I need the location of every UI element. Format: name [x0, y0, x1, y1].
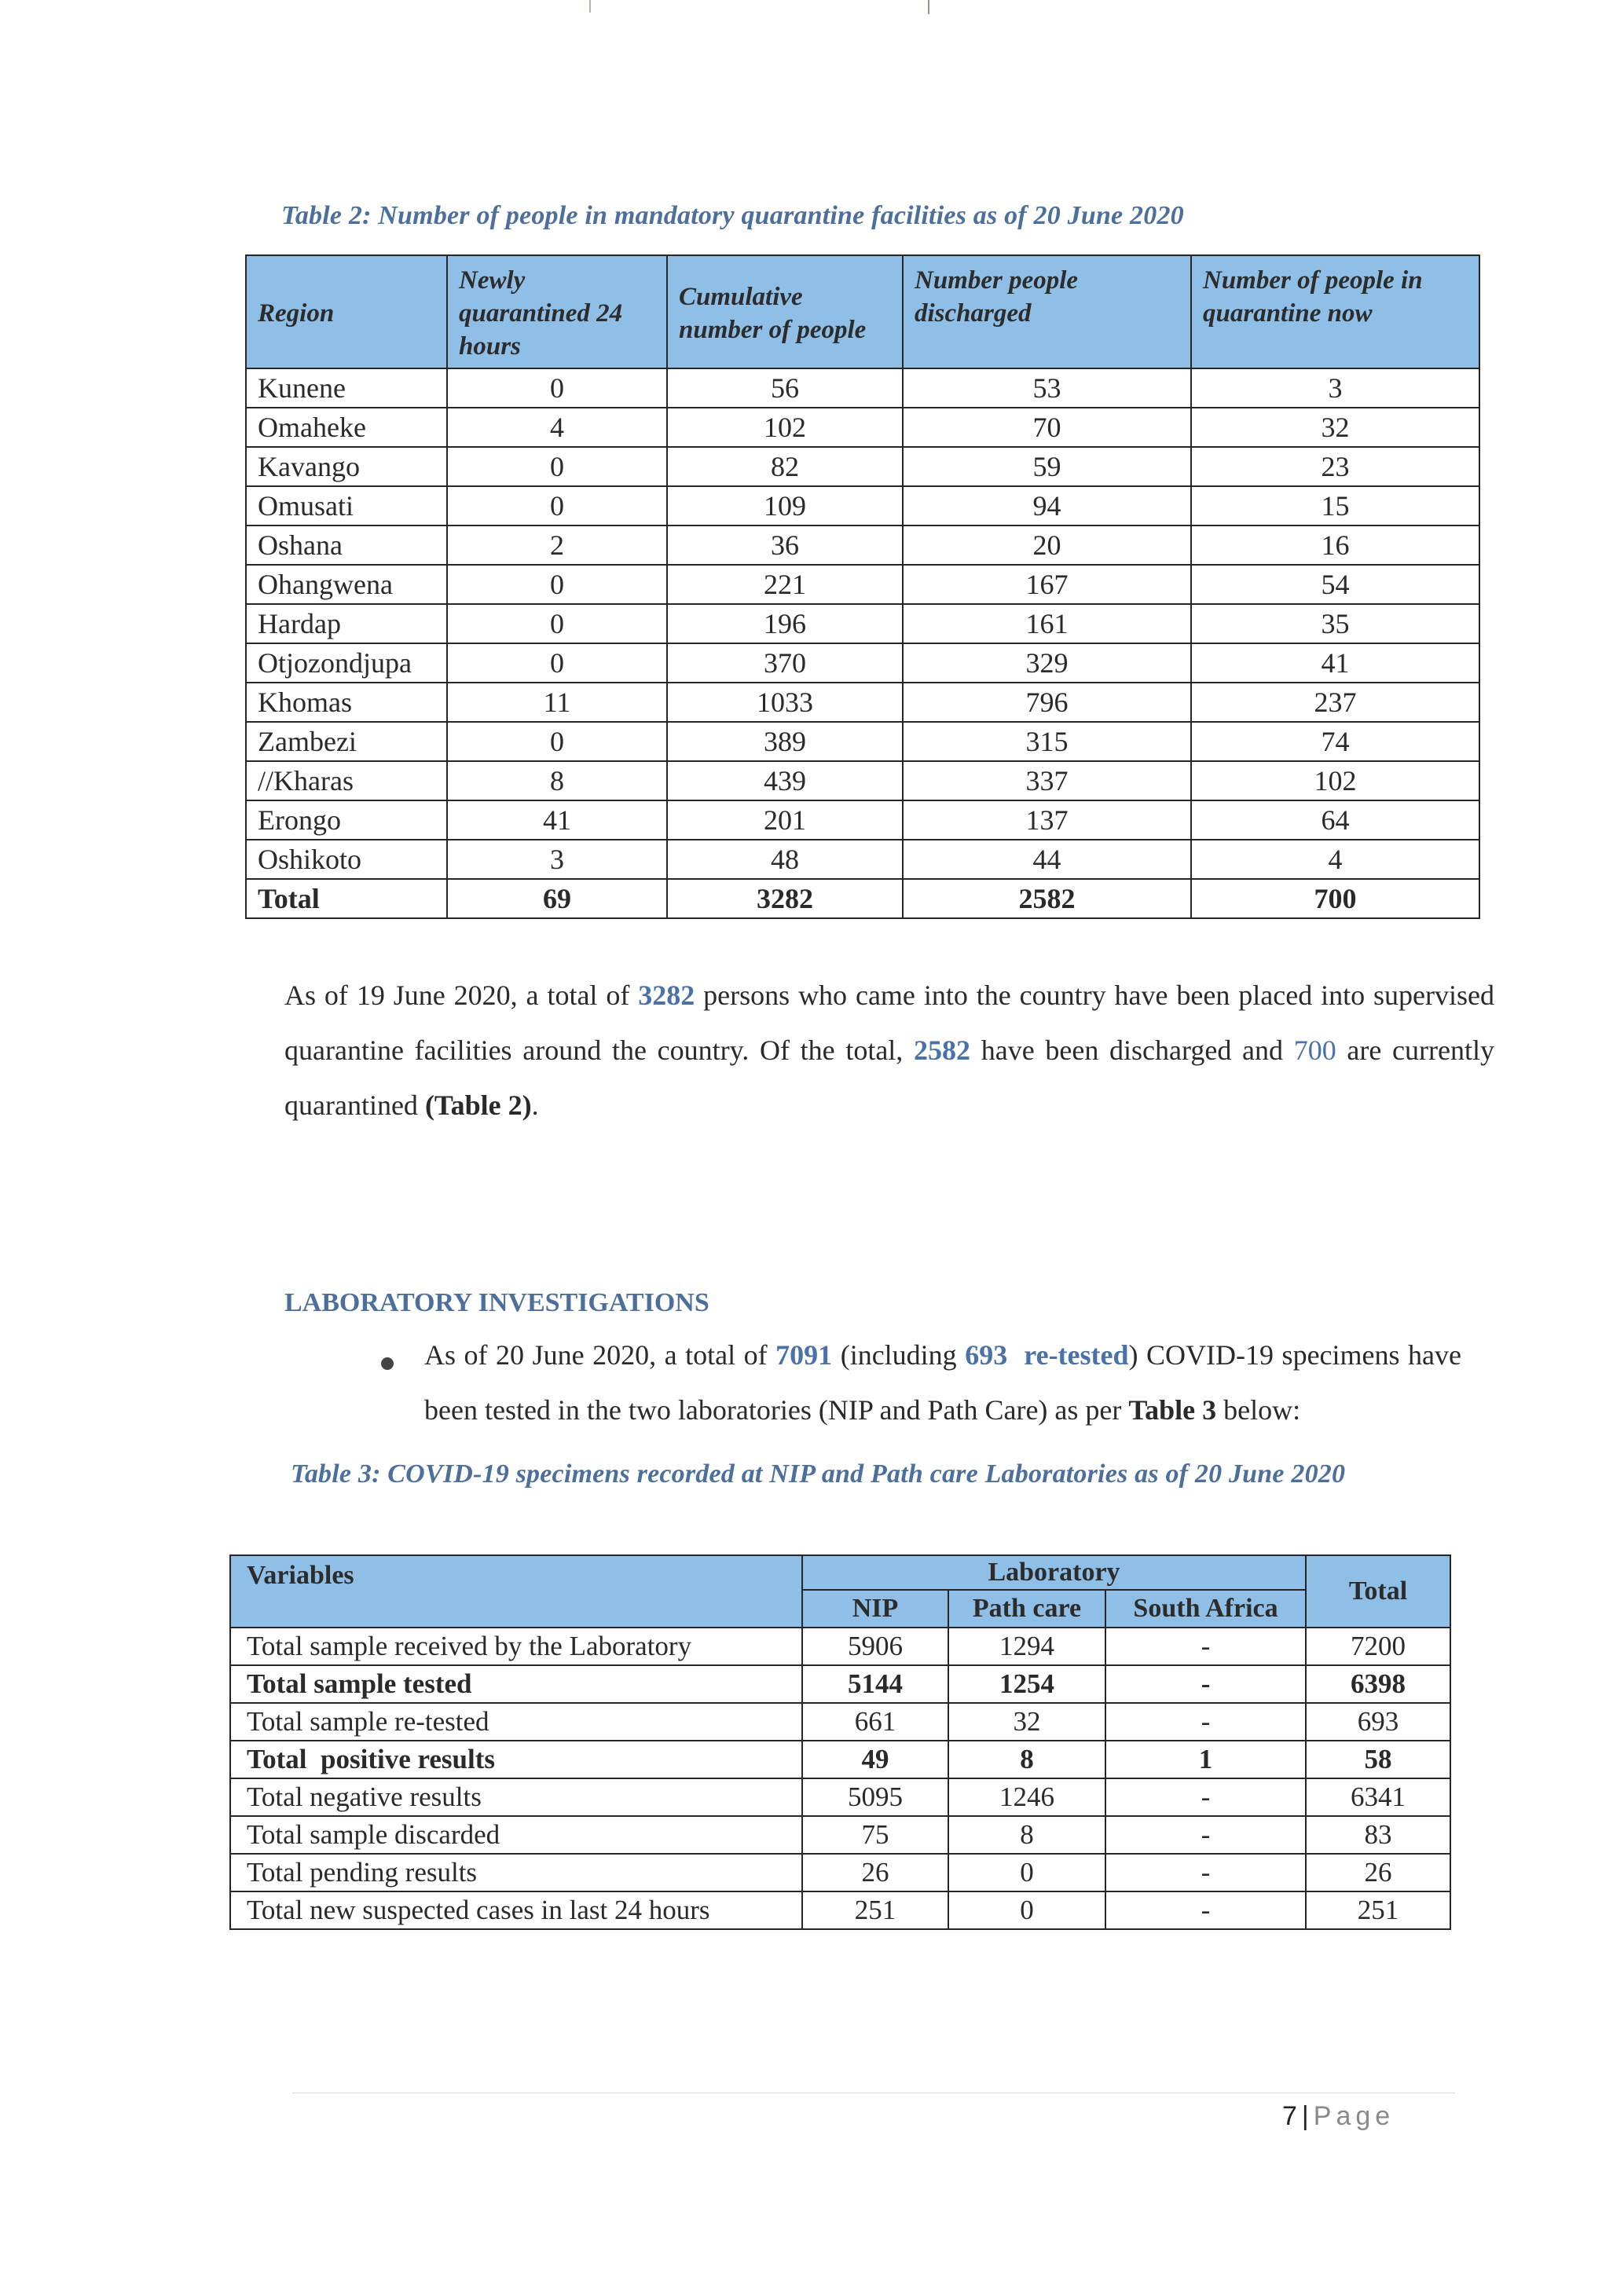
- total-cumulative: 3282: [667, 879, 903, 918]
- now-cell: 35: [1191, 604, 1479, 643]
- region-cell: Omaheke: [246, 408, 447, 447]
- total-cell: 6341: [1306, 1778, 1450, 1816]
- variable-cell: Total sample discarded: [230, 1816, 802, 1854]
- total-cell: 58: [1306, 1741, 1450, 1778]
- text: persons who came into the country have been placed into supervised quarantine facilities around the country. Of the total,: [284, 980, 1494, 1066]
- newly-cell: 0: [447, 604, 667, 643]
- region-cell: Erongo: [246, 800, 447, 840]
- total-cell: 251: [1306, 1891, 1450, 1929]
- path-care-cell: 1294: [948, 1628, 1105, 1665]
- total-label: Total: [246, 879, 447, 918]
- section-heading: LABORATORY INVESTIGATIONS: [284, 1288, 709, 1317]
- laboratory-table: [229, 1554, 1451, 1930]
- cumulative-cell: 82: [667, 447, 903, 486]
- region-cell: //Kharas: [246, 761, 447, 800]
- cumulative-cell: 196: [667, 604, 903, 643]
- header-region: Region: [246, 255, 447, 368]
- quarantined-highlight: 700: [1293, 1034, 1336, 1066]
- now-cell: 3: [1191, 368, 1479, 408]
- cumulative-cell: 370: [667, 643, 903, 683]
- discharged-cell: 337: [903, 761, 1191, 800]
- table-row: [230, 1891, 1450, 1929]
- total-now: 700: [1191, 879, 1479, 918]
- newly-cell: 41: [447, 800, 667, 840]
- variable-cell: Total positive results: [230, 1741, 802, 1778]
- nip-cell: 5095: [802, 1778, 948, 1816]
- region-cell: Ohangwena: [246, 565, 447, 604]
- newly-cell: 4: [447, 408, 667, 447]
- page-label: Page: [1313, 2101, 1395, 2131]
- variable-cell: Total negative results: [230, 1778, 802, 1816]
- table-row: [246, 447, 1479, 486]
- table-row: [230, 1854, 1450, 1891]
- table-row: [246, 525, 1479, 565]
- region-cell: Zambezi: [246, 722, 447, 761]
- now-cell: 23: [1191, 447, 1479, 486]
- south-africa-cell: 1: [1105, 1741, 1306, 1778]
- text: have been discharged and: [970, 1034, 1294, 1066]
- discharged-cell: 44: [903, 840, 1191, 879]
- total-cell: 7200: [1306, 1628, 1450, 1665]
- nip-cell: 5144: [802, 1665, 948, 1703]
- newly-cell: 0: [447, 722, 667, 761]
- newly-cell: 0: [447, 486, 667, 525]
- quarantine-summary-paragraph: [284, 968, 1494, 1133]
- table-row: [230, 1703, 1450, 1741]
- now-cell: 16: [1191, 525, 1479, 565]
- total-row: [246, 879, 1479, 918]
- footer-separator: |: [1301, 2101, 1309, 2131]
- region-cell: Omusati: [246, 486, 447, 525]
- nip-cell: 5906: [802, 1628, 948, 1665]
- nip-cell: 49: [802, 1741, 948, 1778]
- region-cell: Otjozondjupa: [246, 643, 447, 683]
- table-row: [230, 1741, 1450, 1778]
- cumulative-cell: 221: [667, 565, 903, 604]
- newly-cell: 0: [447, 643, 667, 683]
- header-south-africa: South Africa: [1105, 1590, 1306, 1628]
- region-cell: Oshana: [246, 525, 447, 565]
- now-cell: 4: [1191, 840, 1479, 879]
- newly-cell: 0: [447, 368, 667, 408]
- header-nip: NIP: [802, 1590, 948, 1628]
- south-africa-cell: -: [1105, 1891, 1306, 1929]
- table-row: [246, 604, 1479, 643]
- header-discharged: Number people discharged: [903, 255, 1191, 368]
- discharged-highlight: 2582: [914, 1034, 971, 1066]
- now-cell: 54: [1191, 565, 1479, 604]
- path-care-cell: 8: [948, 1741, 1105, 1778]
- header-total: Total: [1306, 1555, 1450, 1628]
- now-cell: 237: [1191, 683, 1479, 722]
- region-cell: Oshikoto: [246, 840, 447, 879]
- discharged-cell: 20: [903, 525, 1191, 565]
- cumulative-cell: 201: [667, 800, 903, 840]
- south-africa-cell: -: [1105, 1628, 1306, 1665]
- table3-caption: Table 3: COVID-19 specimens recorded at NIP and Path care Laboratories as of 20 June 2020: [291, 1459, 1346, 1489]
- variable-cell: Total sample re-tested: [230, 1703, 802, 1741]
- region-cell: Hardap: [246, 604, 447, 643]
- total-newly: 69: [447, 879, 667, 918]
- variable-cell: Total new suspected cases in last 24 hours: [230, 1891, 802, 1929]
- total-discharged: 2582: [903, 879, 1191, 918]
- region-cell: Khomas: [246, 683, 447, 722]
- cumulative-cell: 109: [667, 486, 903, 525]
- variable-cell: Total sample tested: [230, 1665, 802, 1703]
- text: .: [531, 1089, 539, 1121]
- now-cell: 74: [1191, 722, 1479, 761]
- table-row: [246, 722, 1479, 761]
- table-row: [230, 1778, 1450, 1816]
- discharged-cell: 796: [903, 683, 1191, 722]
- discharged-cell: 94: [903, 486, 1191, 525]
- text: ) COVID-19 specimens have been tested in the two laboratories (NIP and Path Care) as per: [424, 1339, 1462, 1426]
- discharged-cell: 70: [903, 408, 1191, 447]
- newly-cell: 11: [447, 683, 667, 722]
- text: are currently quarantined: [284, 1034, 1494, 1121]
- south-africa-cell: -: [1105, 1778, 1306, 1816]
- now-cell: 41: [1191, 643, 1479, 683]
- table-row: [246, 840, 1479, 879]
- newly-cell: 0: [447, 565, 667, 604]
- total-cell: 693: [1306, 1703, 1450, 1741]
- nip-cell: 661: [802, 1703, 948, 1741]
- path-care-cell: 1254: [948, 1665, 1105, 1703]
- discharged-cell: 59: [903, 447, 1191, 486]
- now-cell: 32: [1191, 408, 1479, 447]
- path-care-cell: 8: [948, 1816, 1105, 1854]
- table-row: [246, 683, 1479, 722]
- header-newly-quarantined: Newly quarantined 24 hours: [447, 255, 667, 368]
- total-cell: 26: [1306, 1854, 1450, 1891]
- table-row: [230, 1628, 1450, 1665]
- lab-summary-bullet: [424, 1327, 1461, 1437]
- table-row: [246, 408, 1479, 447]
- discharged-cell: 137: [903, 800, 1191, 840]
- path-care-cell: 0: [948, 1854, 1105, 1891]
- cumulative-highlight: 3282: [638, 980, 695, 1011]
- nip-cell: 251: [802, 1891, 948, 1929]
- page-footer: [1282, 2101, 1395, 2132]
- variable-cell: Total sample received by the Laboratory: [230, 1628, 802, 1665]
- header-cumulative: Cumulative number of people: [667, 255, 903, 368]
- discharged-cell: 315: [903, 722, 1191, 761]
- south-africa-cell: -: [1105, 1665, 1306, 1703]
- discharged-cell: 167: [903, 565, 1191, 604]
- path-care-cell: 1246: [948, 1778, 1105, 1816]
- scan-mark: [928, 0, 929, 14]
- text: As of 19 June 2020, a total of: [284, 980, 639, 1011]
- discharged-cell: 329: [903, 643, 1191, 683]
- discharged-cell: 53: [903, 368, 1191, 408]
- south-africa-cell: -: [1105, 1703, 1306, 1741]
- discharged-cell: 161: [903, 604, 1191, 643]
- quarantine-table: [245, 255, 1480, 919]
- cumulative-cell: 439: [667, 761, 903, 800]
- path-care-cell: 32: [948, 1703, 1105, 1741]
- table-row: [246, 368, 1479, 408]
- table-row: [246, 565, 1479, 604]
- nip-cell: 75: [802, 1816, 948, 1854]
- total-tested-highlight: 7091: [775, 1339, 833, 1371]
- retested-highlight: 693 re-tested: [965, 1339, 1129, 1371]
- table-row: [246, 761, 1479, 800]
- header-in-quarantine-now: Number of people in quarantine now: [1191, 255, 1479, 368]
- now-cell: 102: [1191, 761, 1479, 800]
- newly-cell: 3: [447, 840, 667, 879]
- table-row: [230, 1665, 1450, 1703]
- table-row: [230, 1816, 1450, 1854]
- text: (including: [832, 1339, 966, 1371]
- bullet-icon: [381, 1357, 394, 1370]
- table-reference: Table 3: [1128, 1394, 1217, 1426]
- south-africa-cell: -: [1105, 1816, 1306, 1854]
- text: below:: [1216, 1394, 1301, 1426]
- text: As of 20 June 2020, a total of: [424, 1339, 776, 1371]
- table-row: [246, 643, 1479, 683]
- header-variables: Variables: [230, 1555, 802, 1628]
- newly-cell: 0: [447, 447, 667, 486]
- variable-cell: Total pending results: [230, 1854, 802, 1891]
- table-reference: (Table 2): [424, 1089, 532, 1121]
- header-laboratory: Laboratory: [802, 1555, 1306, 1590]
- now-cell: 15: [1191, 486, 1479, 525]
- cumulative-cell: 56: [667, 368, 903, 408]
- table-row: [246, 800, 1479, 840]
- cumulative-cell: 102: [667, 408, 903, 447]
- path-care-cell: 0: [948, 1891, 1105, 1929]
- nip-cell: 26: [802, 1854, 948, 1891]
- newly-cell: 2: [447, 525, 667, 565]
- scan-mark: [589, 0, 591, 13]
- cumulative-cell: 389: [667, 722, 903, 761]
- table-row: [246, 486, 1479, 525]
- now-cell: 64: [1191, 800, 1479, 840]
- cumulative-cell: 1033: [667, 683, 903, 722]
- region-cell: Kavango: [246, 447, 447, 486]
- cumulative-cell: 48: [667, 840, 903, 879]
- cumulative-cell: 36: [667, 525, 903, 565]
- total-cell: 83: [1306, 1816, 1450, 1854]
- region-cell: Kunene: [246, 368, 447, 408]
- newly-cell: 8: [447, 761, 667, 800]
- header-path-care: Path care: [948, 1590, 1105, 1628]
- south-africa-cell: -: [1105, 1854, 1306, 1891]
- page-number: 7: [1282, 2101, 1297, 2131]
- total-cell: 6398: [1306, 1665, 1450, 1703]
- table2-caption: Table 2: Number of people in mandatory quarantine facilities as of 20 June 2020: [281, 201, 1184, 230]
